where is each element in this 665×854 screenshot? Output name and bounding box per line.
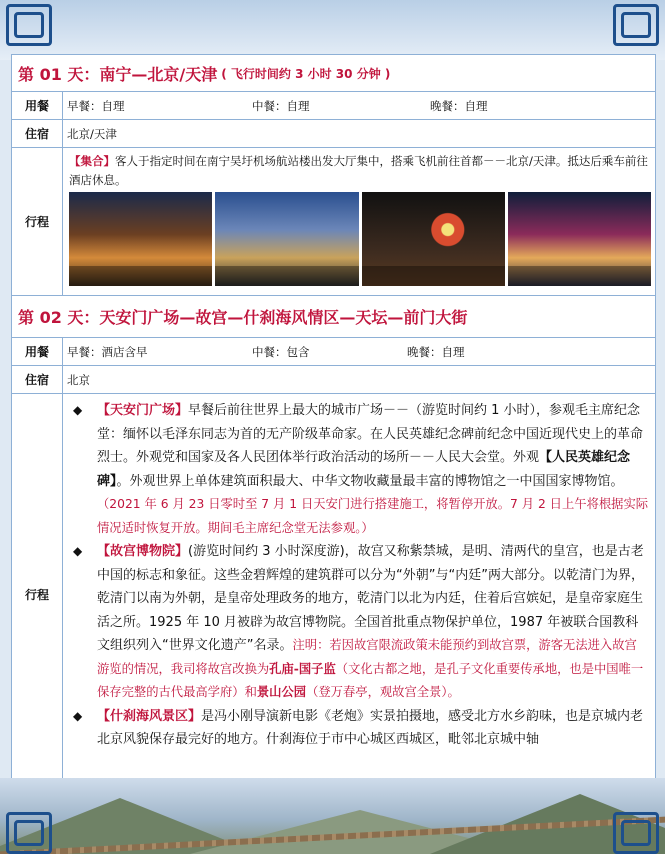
shichahai-item	[69, 705, 649, 752]
day2-stay-row	[12, 366, 655, 394]
corner-ornament-top-left	[0, 0, 58, 52]
street-night-photo	[69, 192, 212, 286]
monument-tag: 【人民英雄纪念碑】	[97, 450, 631, 489]
confucius-temple-name: 孔庙-国子监	[269, 661, 336, 676]
forbidden-city-note: 注明：若因故宫限流政策未能预约到故宫票，游客无法进入故宫游览的情况，我司将故宫改换为	[97, 638, 637, 676]
day1-title-text: 第 01 天：南宁—北京/天津	[18, 64, 218, 84]
day1-lunch: 中餐：自理	[252, 98, 310, 113]
day1-meals-row	[12, 92, 655, 120]
meals-label: 用餐	[12, 338, 63, 365]
bullet-diamond-icon: ◆	[73, 544, 83, 558]
day2-itinerary-row	[12, 394, 655, 780]
day2-meals-row	[12, 338, 655, 366]
bullet-diamond-icon: ◆	[73, 708, 83, 723]
day2-dinner: 晚餐：自理	[407, 344, 465, 359]
stay-label: 住宿	[12, 120, 63, 147]
tiananmen-closure-note: （2021 年 6 月 23 日零时至 7 月 1 日天安门进行搭建施工，将暂停开放。7 月 2 日上午将根据实际情况适时恢复开放。期间毛主席纪念堂无法参观。）	[97, 497, 649, 535]
lantern-street-photo	[508, 192, 651, 286]
confucius-temple-desc: （文化古都之地，是孔子文化重要传承地，也是中国唯一保存完整的古代最高学府）和	[97, 661, 644, 699]
gather-text: 客人于指定时间在南宁吴圩机场航站楼出发大厅集中，搭乘飞机前往首都－－北京/天津。抵达后乘车前往酒店休息。	[69, 154, 648, 187]
gather-tag: 【集合】	[69, 154, 115, 168]
tiananmen-item	[69, 399, 649, 540]
corner-ornament-top-right	[607, 0, 665, 52]
tiananmen-tag: 【天安门广场】	[97, 403, 189, 418]
day2-lunch: 中餐：包含	[252, 344, 310, 359]
itinerary-label: 行程	[12, 394, 63, 780]
header-backdrop	[0, 0, 665, 60]
day2-title	[12, 296, 655, 338]
day1-stay-row	[12, 120, 655, 148]
great-wall-scenery	[0, 778, 665, 854]
day1-dinner: 晚餐：自理	[430, 98, 488, 113]
forbidden-city-tag: 【故宫博物院】	[97, 544, 189, 559]
stay-label: 住宿	[12, 366, 63, 393]
day2-stay: 北京	[67, 372, 90, 387]
forbidden-city-text: (游览时间约 3 小时深度游)，故宫又称紫禁城，是明、清两代的皇宫，也是古老中国的标志和象征。这些金碧辉煌的建筑群可以分为“外朝”与“内廷”两大部分。以乾清门为界，乾清门以南为外朝，是皇帝处理政务的地方，乾清门以北为内廷，住着后宫嫔妃，是皇帝家庭生活之所。1925 年 10 月被辟为故宫博物院。全国首批重点物保护单位，1987 年被联合国教科文组织列入“世界文化遗产”名录。	[97, 544, 644, 653]
museum-text: 。外观世界上单体建筑面积最大、中华文物收藏量最丰富的博物馆之一中国国家博物馆。	[116, 473, 624, 489]
day1-title	[12, 55, 655, 92]
tiananmen-text: 早餐后前往世界上最大的城市广场－－（游览时间约 1 小时），参观毛主席纪念堂：缅怀以毛泽东同志为首的无产阶级革命家。在人民英雄纪念碑前纪念中国近现代史上的革命烈士。外观党和国家及各人民团体举行政治活动的场所－－人民大会堂。外观	[97, 403, 644, 465]
bullet-diamond-icon: ◆	[73, 403, 83, 417]
shichahai-tag: 【什刹海风景区】	[97, 708, 202, 724]
day2-title-text: 第 02 天：天安门广场—故宫—什刹海风情区—天坛—前门大街	[18, 308, 468, 327]
corner-ornament-bottom-right	[607, 802, 665, 854]
avenue-dusk-photo	[215, 192, 358, 286]
shichahai-text: 是冯小刚导演新电影《老炮》实景拍摄地，感受北方水乡韵味，也是京城内老北京风貌保存最完好的地方。什刹海位于市中心城区西城区，毗邻北京城中轴	[97, 708, 644, 747]
itinerary-label: 行程	[12, 148, 63, 295]
jingshan-park-name: 景山公园	[256, 685, 307, 699]
day2-breakfast: 早餐：酒店含早	[67, 344, 148, 359]
itinerary-document	[11, 54, 656, 780]
jingshan-park-desc: （登万春亭，观故宫全景）。	[306, 685, 460, 699]
day1-photo-strip	[69, 192, 651, 286]
forbidden-city-item	[69, 540, 649, 705]
day1-itinerary-row	[12, 148, 655, 296]
meals-label: 用餐	[12, 92, 63, 119]
day1-breakfast: 早餐：自理	[67, 98, 125, 113]
day1-gather-paragraph	[69, 152, 651, 190]
corner-ornament-bottom-left	[0, 802, 58, 854]
day1-stay: 北京/天津	[67, 126, 117, 141]
day1-flight-time: ( 飞行时间约 3 小时 30 分钟 )	[221, 66, 391, 81]
ferris-wheel-photo	[362, 192, 505, 286]
